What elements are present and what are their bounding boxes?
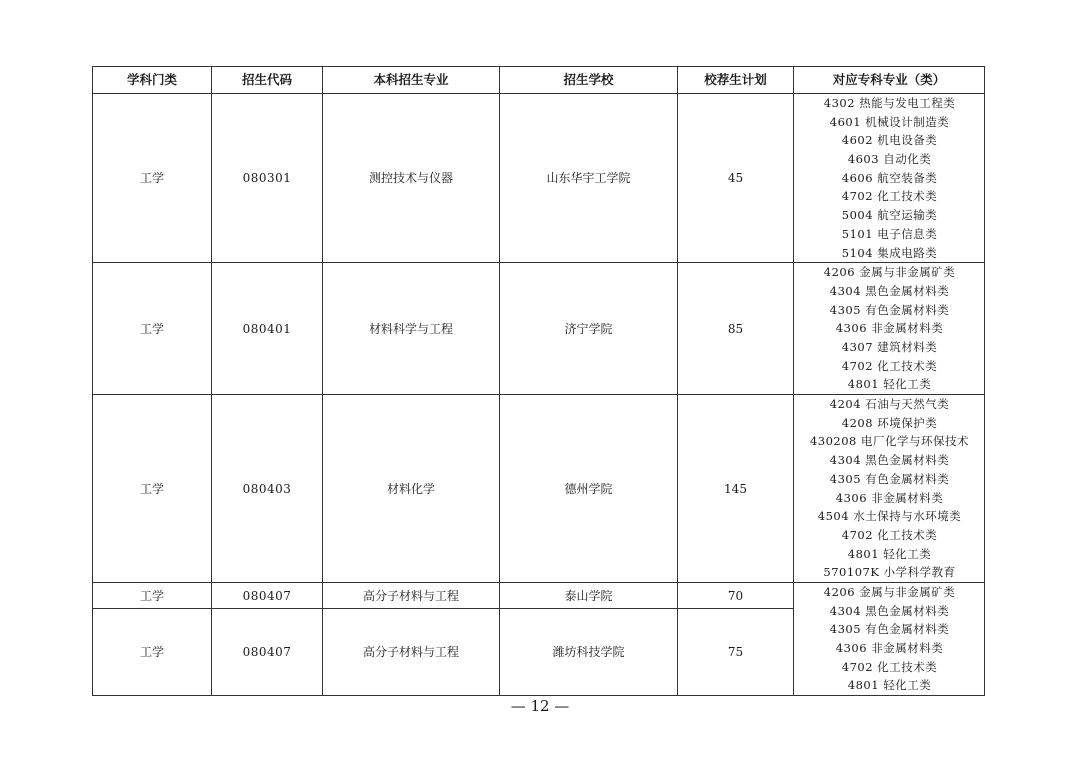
cell-category: 工学 (93, 583, 212, 609)
cell-major: 高分子材料与工程 (323, 609, 500, 696)
header-related: 对应专科专业（类） (794, 67, 985, 94)
cell-major: 材料化学 (323, 395, 500, 583)
cell-school: 潍坊科技学院 (500, 609, 678, 696)
list-item: 430208 电厂化学与环保技术 (809, 434, 970, 449)
table-row (93, 395, 985, 583)
cell-category: 工学 (93, 94, 212, 263)
list-item: 4206 金属与非金属矿类 (823, 585, 956, 599)
list-item: 5104 集成电路类 (841, 245, 938, 260)
cell-related-majors (794, 395, 985, 583)
cell-plan: 145 (678, 395, 794, 583)
cell-category: 工学 (93, 395, 212, 583)
cell-plan: 70 (678, 583, 794, 609)
list-item: 4702 化工技术类 (841, 189, 938, 204)
page-number: — 12 — (510, 697, 570, 715)
related-major-list (794, 395, 984, 582)
cell-code: 080401 (212, 263, 323, 395)
table-row (93, 263, 985, 395)
cell-plan: 45 (678, 94, 794, 263)
cell-code: 080407 (212, 609, 323, 696)
list-item: 4603 自动化类 (847, 152, 932, 167)
list-item: 4304 黑色金属材料类 (829, 283, 950, 298)
cell-school: 山东华宇工学院 (500, 94, 678, 263)
list-item: 4305 有色金属材料类 (829, 302, 950, 317)
list-item: 4606 航空装备类 (841, 170, 938, 185)
cell-code: 080301 (212, 94, 323, 263)
cell-category: 工学 (93, 263, 212, 395)
list-item: 5101 电子信息类 (841, 226, 938, 241)
list-item: 4602 机电设备类 (841, 133, 938, 148)
cell-related-majors-shared (794, 583, 985, 696)
list-item: 4305 有色金属材料类 (829, 622, 950, 637)
list-item: 4801 轻化工类 (847, 546, 932, 561)
header-category: 学科门类 (93, 67, 212, 94)
cell-category: 工学 (93, 609, 212, 696)
related-major-list (794, 263, 984, 394)
list-item: 4304 黑色金属材料类 (829, 453, 950, 468)
cell-related-majors (794, 94, 985, 263)
enrollment-table (92, 66, 985, 696)
related-major-list (794, 94, 984, 262)
cell-major: 高分子材料与工程 (323, 583, 500, 609)
list-item: 4307 建筑材料类 (841, 339, 938, 354)
list-item: 4702 化工技术类 (841, 358, 938, 373)
header-plan: 校荐生计划 (678, 67, 794, 94)
list-item: 4702 化工技术类 (841, 659, 938, 674)
list-item: 4305 有色金属材料类 (829, 471, 950, 486)
cell-major: 材料科学与工程 (323, 263, 500, 395)
cell-school: 泰山学院 (500, 583, 678, 609)
list-item: 5004 航空运输类 (841, 208, 938, 223)
list-item: 4304 黑色金属材料类 (829, 603, 950, 618)
header-school: 招生学校 (500, 67, 678, 94)
cell-school: 济宁学院 (500, 263, 678, 395)
table-header-row (93, 67, 985, 94)
list-item: 4801 轻化工类 (847, 678, 932, 693)
list-item: 4702 化工技术类 (841, 527, 938, 542)
related-major-list (794, 583, 984, 695)
cell-code: 080403 (212, 395, 323, 583)
table-row (93, 94, 985, 263)
cell-related-majors (794, 263, 985, 395)
list-item: 4601 机械设计制造类 (829, 114, 950, 129)
list-item: 4306 非金属材料类 (835, 321, 944, 336)
list-item: 4204 石油与天然气类 (829, 397, 950, 412)
list-item: 570107K 小学科学教育 (823, 565, 956, 580)
cell-school: 德州学院 (500, 395, 678, 583)
list-item: 4801 轻化工类 (847, 377, 932, 392)
header-code: 招生代码 (212, 67, 323, 94)
list-item: 4504 水土保持与水环境类 (817, 509, 962, 524)
list-item: 4306 非金属材料类 (835, 490, 944, 505)
header-major: 本科招生专业 (323, 67, 500, 94)
cell-plan: 75 (678, 609, 794, 696)
cell-code: 080407 (212, 583, 323, 609)
cell-plan: 85 (678, 263, 794, 395)
cell-major: 测控技术与仪器 (323, 94, 500, 263)
list-item: 4306 非金属材料类 (835, 641, 944, 656)
list-item: 4208 环境保护类 (841, 415, 938, 430)
list-item: 4302 热能与发电工程类 (823, 96, 956, 110)
table-row (93, 583, 985, 609)
list-item: 4206 金属与非金属矿类 (823, 265, 956, 280)
